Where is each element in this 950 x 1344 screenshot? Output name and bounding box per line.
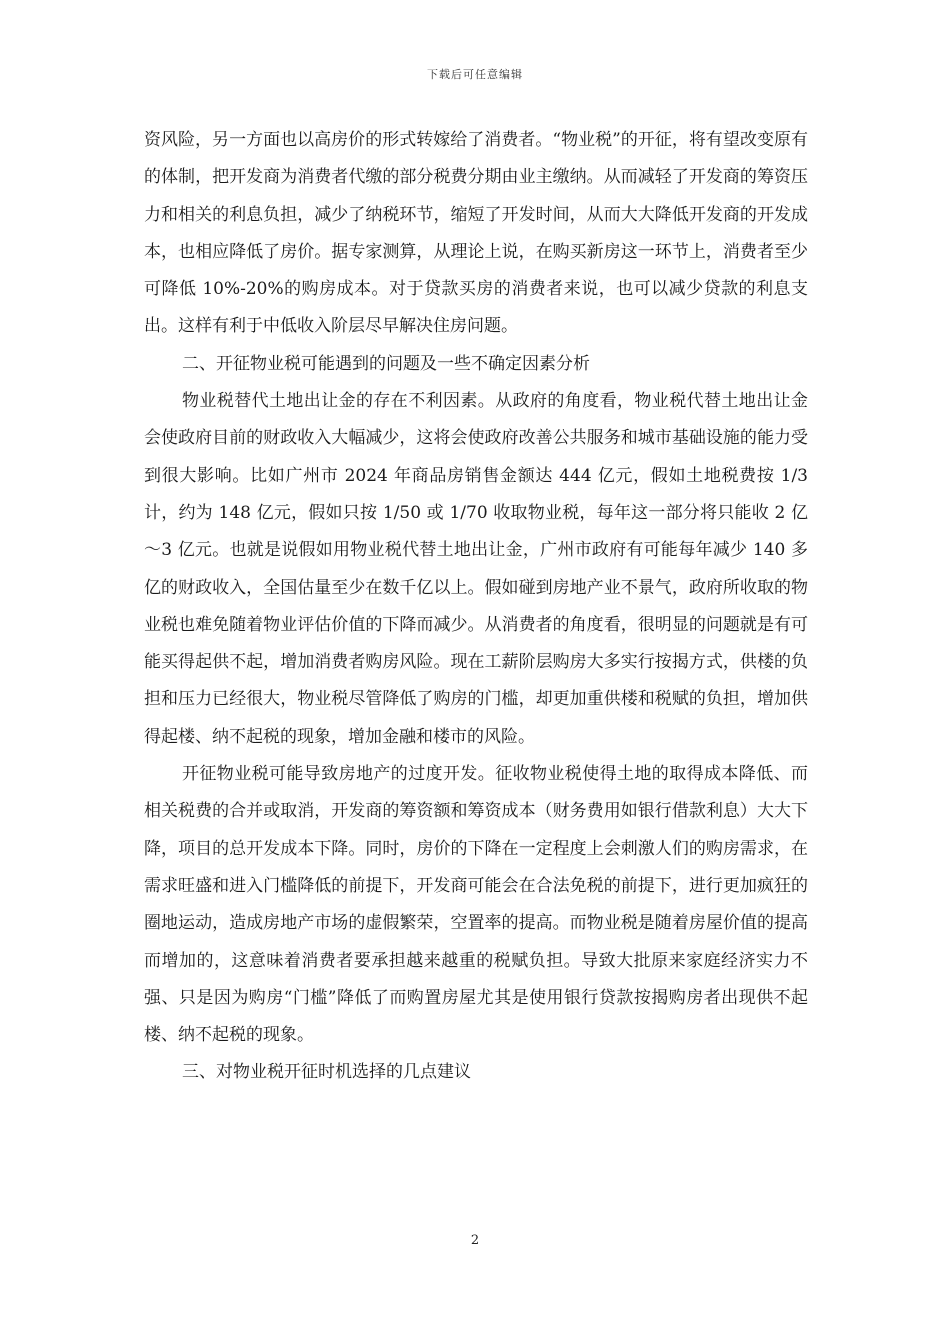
paragraph-land-transfer-fee: 物业税替代土地出让金的存在不利因素。从政府的角度看，物业税代替土地出让金会使政府目前的财政收入大幅减少，这将会使政府改善公共服务和城市基础设施的能力受到很大影响。比如广州市 2024 年商品房销售金额达 444 亿元，假如土地税费按 1/3 计，约为 148 亿元，假如只按 1/50 或 1/70 收取物业税，每年这一部分将只能收 2 亿～3 亿元。也就是说假如用物业税代替土地出让金，广州市政府有可能每年减少 140 多亿的财政收入，全国估量至少在数千亿以上。假如碰到房地产业不景气，政府所收取的物业税也难免随着物业评估价值的下降而减少。从消费者的角度看，很明显的问题就是有可能买得起供不起，增加消费者购房风险。现在工薪阶层购房大多实行按揭方式，供楼的负担和压力已经很大，物业税尽管降低了购房的门槛，却更加重供楼和税赋的负担，增加供得起楼、纳不起税的现象，增加金融和楼市的风险。 bbox=[144, 391, 808, 747]
paragraph-over-development: 开征物业税可能导致房地产的过度开发。征收物业税使得土地的取得成本降低、而相关税费的合并或取消，开发商的筹资额和筹资成本（财务费用如银行借款利息）大大下降，项目的总开发成本下降。同时，房价的下降在一定程度上会刺激人们的购房需求，在需求旺盛和进入门槛降低的前提下，开发商可能会在合法免税的前提下，进行更加疯狂的圈地运动，造成房地产市场的虚假繁荣，空置率的提高。而物业税是随着房屋价值的提高而增加的，这意味着消费者要承担越来越重的税赋负担。导致大批原来家庭经济实力不强、只是因为购房“门槛”降低了而购置房屋尤其是使用银行贷款按揭购房者出现供不起楼、纳不起税的现象。 bbox=[144, 764, 808, 1046]
page-number-text: 2 bbox=[470, 1233, 480, 1248]
section-heading-2: 二、开征物业税可能遇到的问题及一些不确定因素分析 bbox=[182, 353, 590, 374]
header-text: 下载后可任意编辑 bbox=[427, 68, 523, 81]
document-body bbox=[144, 122, 808, 1092]
paragraph-continuation: 资风险，另一方面也以高房价的形式转嫁给了消费者。“物业税”的开征，将有望改变原有的体制，把开发商为消费者代缴的部分税费分期由业主缴纳。从而减轻了开发商的筹资压力和相关的利息负担，减少了纳税环节，缩短了开发时间，从而大大降低开发商的开发成本，也相应降低了房价。据专家测算，从理论上说，在购买新房这一环节上，消费者至少可降低 10%-20%的购房成本。对于贷款买房的消费者来说，也可以减少贷款的利息支出。这样有利于中低收入阶层尽早解决住房问题。 bbox=[144, 130, 808, 337]
page-header bbox=[0, 66, 950, 82]
page-number bbox=[0, 1233, 950, 1248]
section-heading-3: 三、对物业税开征时机选择的几点建议 bbox=[182, 1062, 471, 1083]
